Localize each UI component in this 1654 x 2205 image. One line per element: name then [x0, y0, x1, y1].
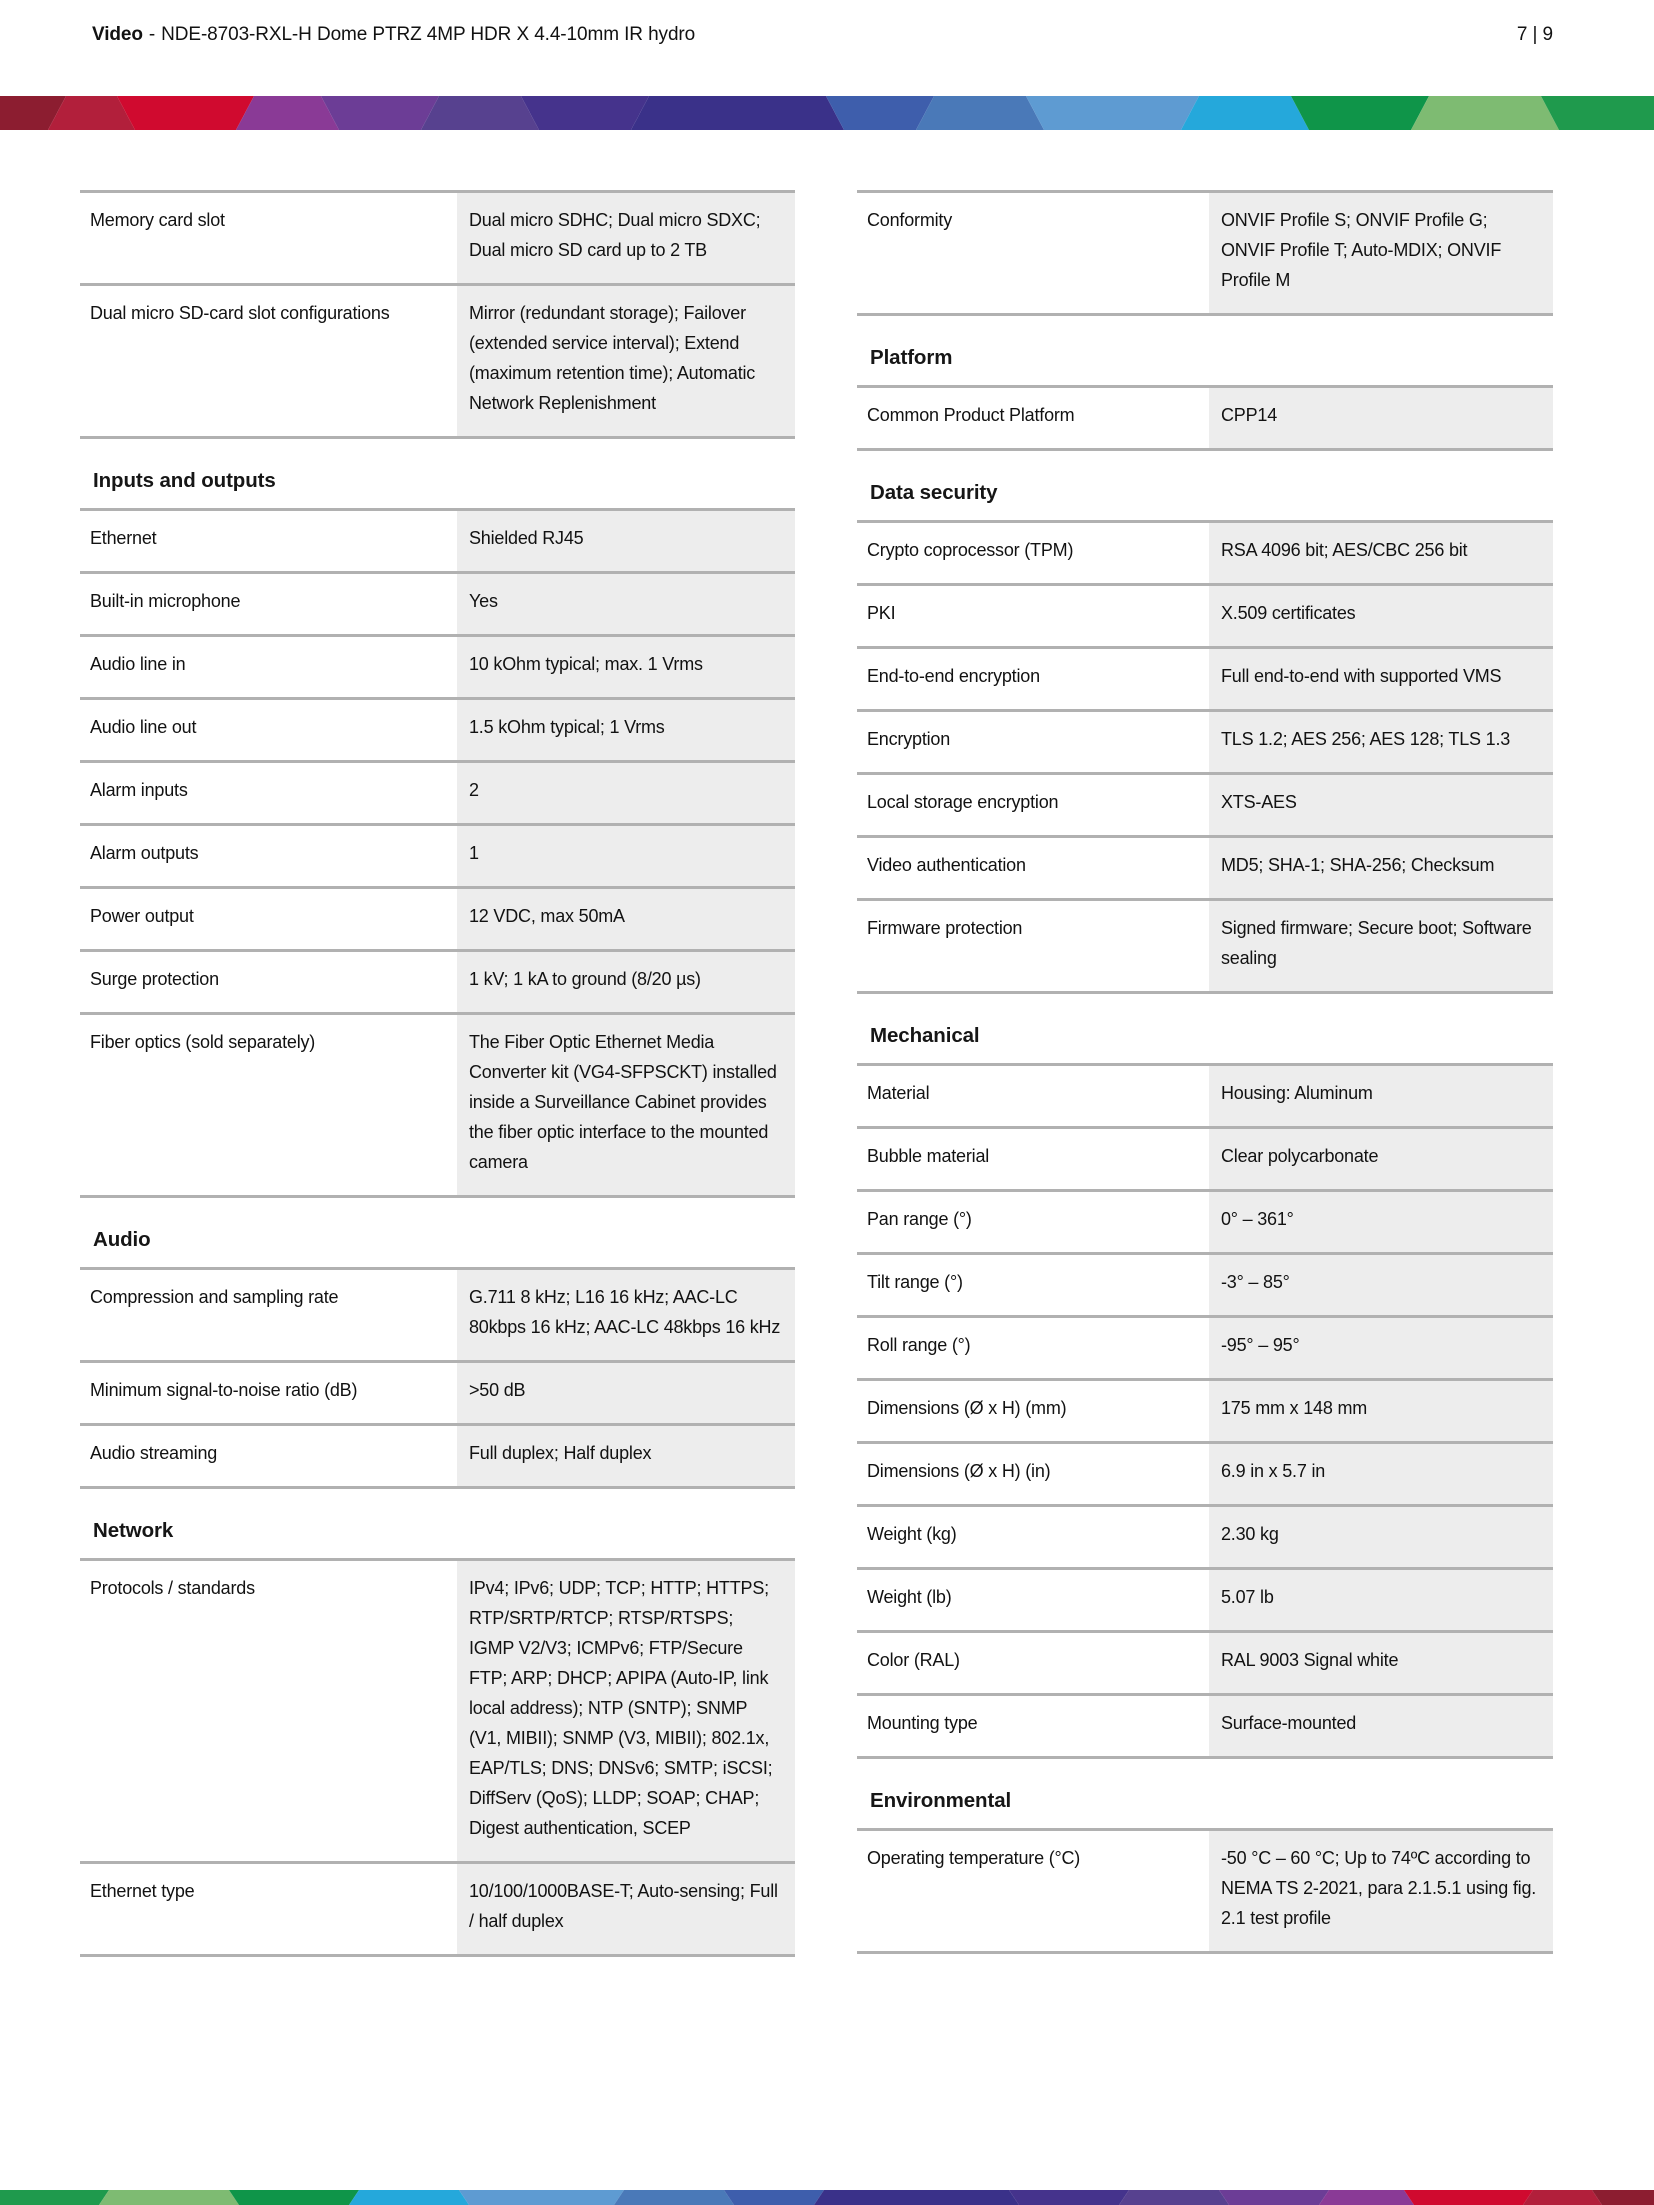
spec-row: [857, 1567, 1553, 1630]
spec-value: >50 dB: [457, 1363, 795, 1423]
spec-row: [857, 709, 1553, 772]
spec-row: [80, 1423, 795, 1486]
spec-label: Weight (kg): [857, 1507, 1209, 1567]
spec-table: [80, 1267, 795, 1489]
spec-value: -3° – 85°: [1209, 1255, 1553, 1315]
spec-label: Audio line out: [80, 700, 457, 760]
spec-label: Audio line in: [80, 637, 457, 697]
spec-value: 2.30 kg: [1209, 1507, 1553, 1567]
spec-value: Surface-mounted: [1209, 1696, 1553, 1756]
spec-value: Clear polycarbonate: [1209, 1129, 1553, 1189]
spec-value: Shielded RJ45: [457, 511, 795, 571]
left-column: [80, 190, 795, 1957]
spec-value: Housing: Aluminum: [1209, 1066, 1553, 1126]
spec-label: Operating temperature (°C): [857, 1831, 1209, 1951]
product-name: NDE-8703-RXL-H Dome PTRZ 4MP HDR X 4.4-10mm IR hydro: [161, 24, 696, 45]
spec-value: Signed firmware; Secure boot; Software sealing: [1209, 901, 1553, 991]
spec-value: X.509 certificates: [1209, 586, 1553, 646]
spec-value: 1 kV; 1 kA to ground (8/20 µs): [457, 952, 795, 1012]
spec-row: [80, 1360, 795, 1423]
spec-value: RSA 4096 bit; AES/CBC 256 bit: [1209, 523, 1553, 583]
spec-value: 2: [457, 763, 795, 823]
spec-table: [857, 520, 1553, 994]
right-column: [857, 190, 1553, 1954]
spec-label: Alarm inputs: [80, 763, 457, 823]
spec-label: Surge protection: [80, 952, 457, 1012]
spec-label: Dimensions (Ø x H) (in): [857, 1444, 1209, 1504]
spec-table: [857, 190, 1553, 316]
spec-label: Ethernet type: [80, 1864, 457, 1954]
spec-value: ONVIF Profile S; ONVIF Profile G; ONVIF Profile T; Auto-MDIX; ONVIF Profile M: [1209, 193, 1553, 313]
section-heading: Audio: [93, 1228, 151, 1251]
spec-table: [857, 385, 1553, 451]
spec-value: 10 kOhm typical; max. 1 Vrms: [457, 637, 795, 697]
spec-row: [857, 1315, 1553, 1378]
spec-value: Mirror (redundant storage); Failover (extended service interval); Extend (maximum retention time); Automatic Network Replenishment: [457, 286, 795, 436]
spec-row: [80, 886, 795, 949]
spec-row: [857, 385, 1553, 448]
spec-label: Local storage encryption: [857, 775, 1209, 835]
spec-row: [857, 1828, 1553, 1951]
spec-row: [857, 1126, 1553, 1189]
spec-label: Built-in microphone: [80, 574, 457, 634]
spec-value: 5.07 lb: [1209, 1570, 1553, 1630]
spec-row: [80, 1012, 795, 1195]
spec-row: [80, 190, 795, 283]
section-heading: Mechanical: [870, 1024, 980, 1047]
spec-row: [857, 772, 1553, 835]
spec-label: Video authentication: [857, 838, 1209, 898]
page-title: [92, 24, 695, 46]
spec-row: [857, 835, 1553, 898]
title-separator: -: [148, 24, 156, 45]
spec-row: [857, 898, 1553, 991]
spec-value: The Fiber Optic Ethernet Media Converter kit (VG4-SFPSCKT) installed inside a Surveillance Cabinet provides the fiber optic interface to the mounted camera: [457, 1015, 795, 1195]
spec-row: [857, 520, 1553, 583]
spec-row: [80, 949, 795, 1012]
spec-label: Ethernet: [80, 511, 457, 571]
spec-label: Power output: [80, 889, 457, 949]
spec-value: Full end-to-end with supported VMS: [1209, 649, 1553, 709]
spec-value: XTS-AES: [1209, 775, 1553, 835]
spec-label: Audio streaming: [80, 1426, 457, 1486]
section-heading: Inputs and outputs: [93, 469, 276, 492]
spec-value: IPv4; IPv6; UDP; TCP; HTTP; HTTPS; RTP/SRTP/RTCP; RTSP/RTSPS; IGMP V2/V3; ICMPv6; FTP/Secure FTP; ARP; DHCP; APIPA (Auto-IP, link local address); NTP (SNTP); SNMP (V1, MIBII); SNMP (V3, MIBII); 802.1x, EAP/TLS; DNS; DNSv6; SMTP; iSCSI; DiffServ (QoS); LLDP; SOAP; CHAP; Digest authentication, SCEP: [457, 1561, 795, 1861]
spec-row: [857, 1441, 1553, 1504]
spec-row: [857, 1252, 1553, 1315]
spec-row: [80, 283, 795, 436]
spec-row: [857, 646, 1553, 709]
spec-row: [857, 1693, 1553, 1756]
page-header: [92, 24, 1553, 46]
section-heading: Environmental: [870, 1789, 1012, 1812]
spec-value: 1.5 kOhm typical; 1 Vrms: [457, 700, 795, 760]
spec-table: [80, 508, 795, 1198]
spec-value: 175 mm x 148 mm: [1209, 1381, 1553, 1441]
spec-value: TLS 1.2; AES 256; AES 128; TLS 1.3: [1209, 712, 1553, 772]
spec-table: [857, 1063, 1553, 1759]
spec-label: Dual micro SD-card slot configurations: [80, 286, 457, 436]
spec-label: End-to-end encryption: [857, 649, 1209, 709]
spec-table: [857, 1828, 1553, 1954]
spec-label: Protocols / standards: [80, 1561, 457, 1861]
spec-label: Encryption: [857, 712, 1209, 772]
spec-value: 1: [457, 826, 795, 886]
spec-row: [80, 571, 795, 634]
spec-row: [857, 1630, 1553, 1693]
spec-value: 0° – 361°: [1209, 1192, 1553, 1252]
spec-row: [857, 190, 1553, 313]
spec-row: [80, 508, 795, 571]
spec-value: RAL 9003 Signal white: [1209, 1633, 1553, 1693]
section-heading: Data security: [870, 481, 998, 504]
spec-row: [80, 1861, 795, 1954]
spec-label: Color (RAL): [857, 1633, 1209, 1693]
spec-value: MD5; SHA-1; SHA-256; Checksum: [1209, 838, 1553, 898]
spec-value: 10/100/1000BASE-T; Auto-sensing; Full / half duplex: [457, 1864, 795, 1954]
spec-row: [80, 634, 795, 697]
spec-label: Minimum signal-to-noise ratio (dB): [80, 1363, 457, 1423]
spec-value: Yes: [457, 574, 795, 634]
spec-label: Weight (lb): [857, 1570, 1209, 1630]
spec-label: Pan range (°): [857, 1192, 1209, 1252]
product-category: Video: [92, 24, 143, 45]
spec-label: Conformity: [857, 193, 1209, 313]
spec-label: PKI: [857, 586, 1209, 646]
color-ribbon-top: [0, 96, 1654, 130]
spec-value: -95° – 95°: [1209, 1318, 1553, 1378]
spec-row: [857, 1189, 1553, 1252]
spec-row: [80, 823, 795, 886]
spec-label: Material: [857, 1066, 1209, 1126]
spec-table: [80, 1558, 795, 1957]
spec-value: Dual micro SDHC; Dual micro SDXC; Dual micro SD card up to 2 TB: [457, 193, 795, 283]
page-number: 7 | 9: [1516, 24, 1553, 45]
spec-label: Roll range (°): [857, 1318, 1209, 1378]
spec-row: [857, 1504, 1553, 1567]
section-heading: Network: [93, 1519, 174, 1542]
spec-label: Crypto coprocessor (TPM): [857, 523, 1209, 583]
spec-label: Mounting type: [857, 1696, 1209, 1756]
spec-label: Bubble material: [857, 1129, 1209, 1189]
spec-value: 12 VDC, max 50mA: [457, 889, 795, 949]
spec-label: Dimensions (Ø x H) (mm): [857, 1381, 1209, 1441]
spec-label: Common Product Platform: [857, 388, 1209, 448]
spec-row: [857, 1063, 1553, 1126]
spec-row: [80, 1558, 795, 1861]
spec-label: Memory card slot: [80, 193, 457, 283]
spec-row: [857, 1378, 1553, 1441]
spec-row: [80, 1267, 795, 1360]
spec-label: Fiber optics (sold separately): [80, 1015, 457, 1195]
spec-table: [80, 190, 795, 439]
spec-label: Compression and sampling rate: [80, 1270, 457, 1360]
spec-label: Firmware protection: [857, 901, 1209, 991]
spec-label: Alarm outputs: [80, 826, 457, 886]
spec-row: [857, 583, 1553, 646]
spec-row: [80, 697, 795, 760]
spec-value: CPP14: [1209, 388, 1553, 448]
spec-value: G.711 8 kHz; L16 16 kHz; AAC-LC 80kbps 16 kHz; AAC-LC 48kbps 16 kHz: [457, 1270, 795, 1360]
spec-row: [80, 760, 795, 823]
spec-value: -50 °C – 60 °C; Up to 74ºC according to NEMA TS 2-2021, para 2.1.5.1 using fig. 2.1 test profile: [1209, 1831, 1553, 1951]
spec-value: Full duplex; Half duplex: [457, 1426, 795, 1486]
color-ribbon-bottom: [0, 2190, 1654, 2205]
spec-value: 6.9 in x 5.7 in: [1209, 1444, 1553, 1504]
section-heading: Platform: [870, 346, 953, 369]
spec-label: Tilt range (°): [857, 1255, 1209, 1315]
